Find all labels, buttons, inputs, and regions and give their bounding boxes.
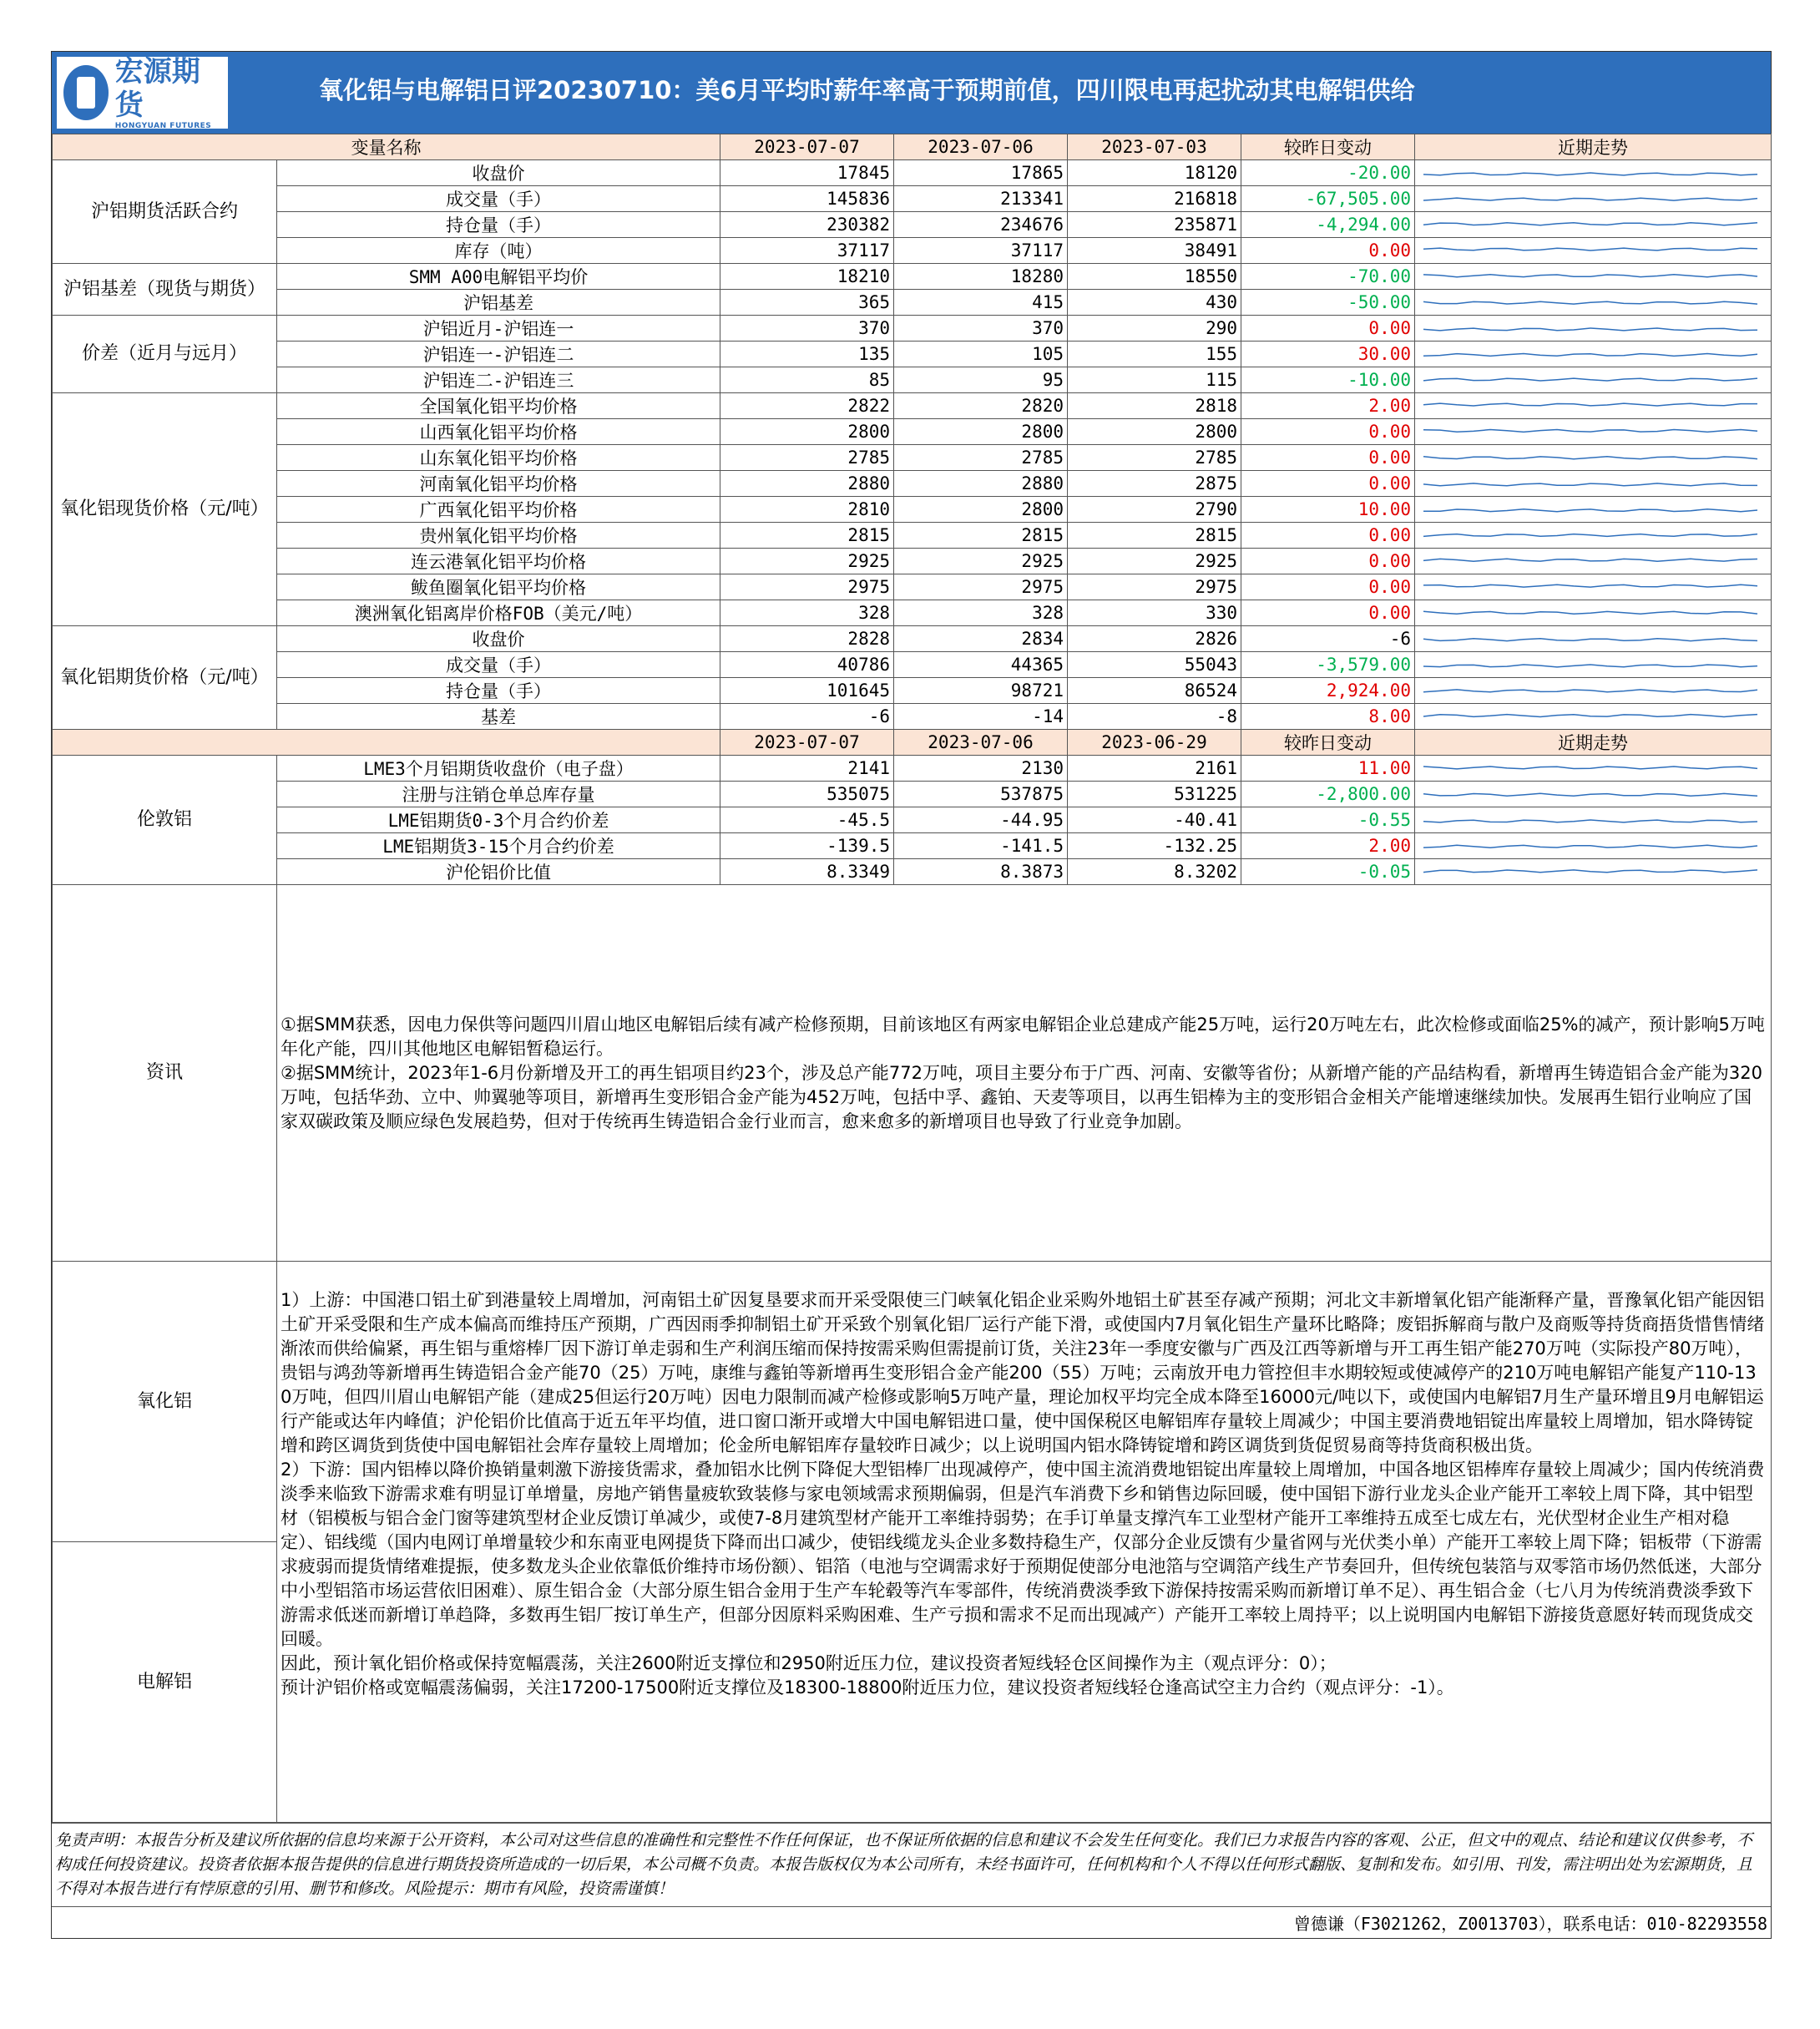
- value-1: 2785: [720, 445, 894, 471]
- value-1: 2822: [720, 393, 894, 419]
- change-value: -70.00: [1241, 264, 1415, 290]
- group-label: 氧化铝现货价格（元/吨）: [53, 393, 277, 626]
- change-value: -67,505.00: [1241, 186, 1415, 212]
- change-value: 2,924.00: [1241, 678, 1415, 704]
- trend-cell: [1415, 833, 1772, 859]
- table-row: [53, 574, 1772, 600]
- trend-sparkline: [1415, 186, 1772, 211]
- value-2: 328: [894, 600, 1068, 626]
- value-1: 2828: [720, 626, 894, 652]
- value-1: 85: [720, 367, 894, 393]
- trend-sparkline: [1415, 471, 1772, 496]
- header-change: 较昨日变动: [1241, 134, 1415, 160]
- value-3: 86524: [1068, 678, 1241, 704]
- header-variable: 变量名称: [53, 134, 720, 160]
- change-value: -0.05: [1241, 859, 1415, 885]
- change-value: -10.00: [1241, 367, 1415, 393]
- value-3: 2785: [1068, 445, 1241, 471]
- value-3: 18120: [1068, 160, 1241, 186]
- value-2: 2815: [894, 523, 1068, 549]
- trend-cell: [1415, 704, 1772, 730]
- value-1: 101645: [720, 678, 894, 704]
- value-3: 55043: [1068, 652, 1241, 678]
- value-3: 430: [1068, 290, 1241, 316]
- change-value: 8.00: [1241, 704, 1415, 730]
- table-row: [53, 859, 1772, 885]
- change-value: 0.00: [1241, 523, 1415, 549]
- value-2: -14: [894, 704, 1068, 730]
- variable-name: 连云港氧化铝平均价格: [277, 549, 720, 574]
- trend-cell: [1415, 342, 1772, 367]
- table-row: [53, 316, 1772, 342]
- value-3: 155: [1068, 342, 1241, 367]
- change-value: -20.00: [1241, 160, 1415, 186]
- change-value: -0.55: [1241, 807, 1415, 833]
- news-text: ①据SMM获悉，因电力保供等问题四川眉山地区电解铝后续有减产检修预期，目前该地区有两家电解铝企业总建成产能25万吨，运行20万吨左右，此次检修或面临25%的减产，预计影响5万吨年化产能，四川其他地区电解铝暂稳运行。 ②据SMM统计，2023年1-6月份新增及开工的再生铝项目约23个，涉及总产能772万吨，项目主要分布于广西、河南、安徽等省份；从新增产能的产品结构看，新增再生铸造铝合金产能为320万吨，包括华劲、立中、帅翼驰等项目，新增再生变形铝合金产能为452万吨，包括中孚、鑫铂、天麦等项目，以再生铝棒为主的变形铝合金相关产能增速继续加快。发展再生铝行业响应了国家双碳政策及顺应绿色发展趋势，但对于传统再生铸造铝合金行业而言，愈来愈多的新增项目也导致了行业竞争加剧。: [277, 885, 1772, 1262]
- trend-sparkline: [1415, 574, 1772, 600]
- value-3: 18550: [1068, 264, 1241, 290]
- table-row: [53, 600, 1772, 626]
- variable-name: LME铝期货3-15个月合约价差: [277, 833, 720, 859]
- header-trend-b: 近期走势: [1415, 730, 1772, 756]
- variable-name: 持仓量（手）: [277, 212, 720, 238]
- header-date-2: 2023-07-06: [894, 134, 1068, 160]
- group-label: 沪铝期货活跃合约: [53, 160, 277, 264]
- company-logo: [57, 57, 228, 129]
- table-row: [53, 393, 1772, 419]
- trend-cell: [1415, 471, 1772, 497]
- value-2: 537875: [894, 782, 1068, 807]
- variable-name: 收盘价: [277, 160, 720, 186]
- trend-cell: [1415, 807, 1772, 833]
- trend-cell: [1415, 574, 1772, 600]
- value-3: 2790: [1068, 497, 1241, 523]
- value-1: 2810: [720, 497, 894, 523]
- value-2: 8.3873: [894, 859, 1068, 885]
- value-2: 213341: [894, 186, 1068, 212]
- trend-cell: [1415, 290, 1772, 316]
- variable-name: 收盘价: [277, 626, 720, 652]
- trend-cell: [1415, 678, 1772, 704]
- value-1: -139.5: [720, 833, 894, 859]
- value-2: 37117: [894, 238, 1068, 264]
- trend-sparkline: [1415, 497, 1772, 522]
- group-label: 沪铝基差（现货与期货）: [53, 264, 277, 316]
- value-1: 365: [720, 290, 894, 316]
- value-2: 95: [894, 367, 1068, 393]
- value-3: 235871: [1068, 212, 1241, 238]
- analysis-text: 1）上游：中国港口铝土矿到港量较上周增加，河南铝土矿因复垦要求而开采受限使三门峡氧化铝企业采购外地铝土矿甚至存减产预期；河北文丰新增氧化铝产能渐释产量，晋豫氧化铝产能因铝土矿开采受限和生产成本偏高而维持压产预期，广西因雨季抑制铝土矿开采致个别氧化铝厂运行产能下滑，或使国内7月氧化铝生产量环比略降；废铝拆解商与散户及商贩等持货商捂货惜售情绪渐浓而供给偏紧，再生铝与重熔棒厂因下游订单走弱和生产利润压缩而保持按需采购但需提前订货，关注23年一季度安徽与广西及江西等新增与开工再生铝产能270万吨（实际投产80万吨），贵铝与鸿劲等新增再生铸造铝合金产能70（25）万吨，康维与鑫铂等新增再生变形铝合金产能200（55）万吨；云南放开电力管控但丰水期较短或使减停产的210万吨电解铝产能复产110-130万吨，但四川眉山电解铝产能（建成25但运行20万吨）因电力限制而减产检修或影响5万吨产量，理论加权平均完全成本降至16000元/吨以下，或使国内电解铝7月生产量环增且9月电解铝运行产能或达年内峰值；沪伦铝价比值高于近五年平均值，进口窗口渐开或增大中国电解铝进口量，使中国保税区电解铝库存量较上周减少；中国主要消费地铝锭出库量较上周增加，铝水降铸锭增和跨区调货到货使中国电解铝社会库存量较上周增加；伦金所电解铝库存量较昨日减少；以上说明国内铝水降铸锭增和跨区调货到货促贸易商等持货商积极出货。 2）下游：国内铝棒以降价换销量刺激下游接货需求，叠加铝水比例下降促大型铝棒厂出现减停产，使中国主流消费地铝锭出库量较上周增加，中国各地区铝棒库存量较上周减少；国内传统消费淡季来临致下游需求难有明显订单增量，房地产销售量疲软致装修与家电领域需求预期偏弱，但是汽车消费下乡和销售边际回暖，使中国铝下游行业龙头企业产能开工率较上周下降，其中铝型材（铝模板与铝合金门窗等建筑型材企业反馈订单减少，或使7-8月建筑型材产能开工率维持弱势；在手订单量支撑汽车工业型材产能开工率维持五成至七成左右，光伏型材企业生产相对稳定）、铝线缆（国内电网订单增量较少和东南亚电网提货下降而出口减少，使铝线缆龙头企业多数持稳生产，仅部分企业反馈有少量省网与光伏类小单）产能开工率较上周下降；铝板带（下游需求疲弱而提货情绪难提振，使多数龙头企业依靠低价维持市场份额）、铝箔（电池与空调需求好于预期促使部分电池箔与空调箔产线生产节奏回升，但传统包装箔与双零箔市场仍然低迷，大部分中小型铝箔市场运营依旧困难）、原生铝合金（大部分原生铝合金用于生产车轮毂等汽车零部件，传统消费淡季致下游保持按需采购而新增订单不足）、再生铝合金（七八月为传统消费淡季致下游需求低迷而新增订单趋降，多数再生铝厂按订单生产，但部分因原料采购困难、生产亏损和需求不足而出现减产）产能开工率较上周持平；以上说明国内电解铝下游接货意愿好转而现货成交回暖。 因此，预计氧化铝价格或保持宽幅震荡，关注2600附近支撑位和2950附近压力位，建议投资者短线轻仓区间操作为主（观点评分：0）； 预计沪铝价格或宽幅震荡偏弱，关注17200-17500附近支撑位及18300-18800附近压力位，建议投资者短线轻仓逢高试空主力合约（观点评分：-1）。: [277, 1262, 1772, 1823]
- value-1: 2800: [720, 419, 894, 445]
- news-label: 资讯: [53, 885, 277, 1262]
- trend-cell: [1415, 497, 1772, 523]
- variable-name: 成交量（手）: [277, 652, 720, 678]
- trend-sparkline: [1415, 393, 1772, 418]
- table-row: [53, 549, 1772, 574]
- table-header-row-2: [53, 730, 1772, 756]
- header-date-3b: 2023-06-29: [1068, 730, 1241, 756]
- change-value: 10.00: [1241, 497, 1415, 523]
- table-row: [53, 807, 1772, 833]
- logo-mark-icon: [63, 65, 109, 120]
- value-1: 370: [720, 316, 894, 342]
- value-1: -6: [720, 704, 894, 730]
- variable-name: 注册与注销仓单总库存量: [277, 782, 720, 807]
- trend-sparkline: [1415, 549, 1772, 574]
- variable-name: 澳洲氧化铝离岸价格FOB（美元/吨）: [277, 600, 720, 626]
- group-label: 氧化铝期货价格（元/吨）: [53, 626, 277, 730]
- change-value: 2.00: [1241, 393, 1415, 419]
- header-date-2b: 2023-07-06: [894, 730, 1068, 756]
- value-1: 37117: [720, 238, 894, 264]
- aluminum-label: 电解铝: [53, 1542, 277, 1823]
- variable-name: 贵州氧化铝平均价格: [277, 523, 720, 549]
- variable-name: 沪伦铝价比值: [277, 859, 720, 885]
- trend-sparkline: [1415, 652, 1772, 677]
- report-title: 氧化铝与电解铝日评20230710：美6月平均时薪年率高于预期前值，四川限电再起扰动其电解铝供给: [319, 76, 1415, 104]
- group-label: 价差（近月与远月）: [53, 316, 277, 393]
- change-value: 0.00: [1241, 574, 1415, 600]
- trend-cell: [1415, 652, 1772, 678]
- trend-sparkline: [1415, 290, 1772, 315]
- value-2: 17865: [894, 160, 1068, 186]
- table-row: [53, 419, 1772, 445]
- group-label: 伦敦铝: [53, 756, 277, 885]
- trend-cell: [1415, 316, 1772, 342]
- variable-name: 沪铝近月-沪铝连一: [277, 316, 720, 342]
- logo-en: HONGYUAN FUTURES: [114, 122, 212, 130]
- value-1: 135: [720, 342, 894, 367]
- trend-sparkline: [1415, 160, 1772, 185]
- value-3: 38491: [1068, 238, 1241, 264]
- variable-name: 鲅鱼圈氧化铝平均价格: [277, 574, 720, 600]
- trend-cell: [1415, 756, 1772, 782]
- change-value: 0.00: [1241, 419, 1415, 445]
- value-2: 98721: [894, 678, 1068, 704]
- value-1: 2815: [720, 523, 894, 549]
- value-1: 40786: [720, 652, 894, 678]
- value-3: 2815: [1068, 523, 1241, 549]
- header-change-b: 较昨日变动: [1241, 730, 1415, 756]
- header-date-1b: 2023-07-07: [720, 730, 894, 756]
- table-row: [53, 678, 1772, 704]
- value-1: 2975: [720, 574, 894, 600]
- change-value: 30.00: [1241, 342, 1415, 367]
- value-2: 415: [894, 290, 1068, 316]
- table-row: [53, 342, 1772, 367]
- value-1: 2141: [720, 756, 894, 782]
- trend-cell: [1415, 238, 1772, 264]
- value-3: 330: [1068, 600, 1241, 626]
- trend-sparkline: [1415, 238, 1772, 263]
- trend-cell: [1415, 445, 1772, 471]
- value-2: 44365: [894, 652, 1068, 678]
- variable-name: 持仓量（手）: [277, 678, 720, 704]
- change-value: -3,579.00: [1241, 652, 1415, 678]
- value-1: 2925: [720, 549, 894, 574]
- value-1: 17845: [720, 160, 894, 186]
- value-1: 230382: [720, 212, 894, 238]
- table-row: [53, 756, 1772, 782]
- trend-sparkline: [1415, 704, 1772, 729]
- value-2: 2880: [894, 471, 1068, 497]
- value-3: 2161: [1068, 756, 1241, 782]
- table-row: [53, 626, 1772, 652]
- variable-name: 基差: [277, 704, 720, 730]
- trend-sparkline: [1415, 600, 1772, 625]
- header-trend: 近期走势: [1415, 134, 1772, 160]
- trend-sparkline: [1415, 833, 1772, 858]
- variable-name: 河南氧化铝平均价格: [277, 471, 720, 497]
- value-2: -141.5: [894, 833, 1068, 859]
- trend-sparkline: [1415, 626, 1772, 651]
- value-3: 2800: [1068, 419, 1241, 445]
- table-row: [53, 290, 1772, 316]
- header-date-3: 2023-07-03: [1068, 134, 1241, 160]
- trend-cell: [1415, 264, 1772, 290]
- value-3: 115: [1068, 367, 1241, 393]
- variable-name: 山西氧化铝平均价格: [277, 419, 720, 445]
- value-1: 535075: [720, 782, 894, 807]
- table-row: [53, 497, 1772, 523]
- value-2: 2785: [894, 445, 1068, 471]
- value-1: 145836: [720, 186, 894, 212]
- value-1: 18210: [720, 264, 894, 290]
- value-3: -8: [1068, 704, 1241, 730]
- value-2: -44.95: [894, 807, 1068, 833]
- trend-sparkline: [1415, 342, 1772, 367]
- change-value: 0.00: [1241, 600, 1415, 626]
- trend-cell: [1415, 419, 1772, 445]
- trend-sparkline: [1415, 367, 1772, 392]
- data-table: [52, 134, 1772, 1823]
- table-row: [53, 238, 1772, 264]
- value-3: -132.25: [1068, 833, 1241, 859]
- change-value: 11.00: [1241, 756, 1415, 782]
- table-row: [53, 833, 1772, 859]
- value-1: -45.5: [720, 807, 894, 833]
- value-3: 2875: [1068, 471, 1241, 497]
- table-row: [53, 523, 1772, 549]
- news-row: [53, 885, 1772, 1262]
- logo-cn: 宏源期货: [114, 55, 200, 122]
- value-2: 2800: [894, 419, 1068, 445]
- table-header-row: [53, 134, 1772, 160]
- variable-name: SMM A00电解铝平均价: [277, 264, 720, 290]
- value-2: 105: [894, 342, 1068, 367]
- value-2: 2975: [894, 574, 1068, 600]
- value-1: 328: [720, 600, 894, 626]
- table-row: [53, 186, 1772, 212]
- value-2: 2800: [894, 497, 1068, 523]
- change-value: -50.00: [1241, 290, 1415, 316]
- trend-cell: [1415, 782, 1772, 807]
- variable-name: LME铝期货0-3个月合约价差: [277, 807, 720, 833]
- trend-cell: [1415, 859, 1772, 885]
- trend-cell: [1415, 600, 1772, 626]
- trend-sparkline: [1415, 445, 1772, 470]
- trend-sparkline: [1415, 523, 1772, 548]
- variable-name: 全国氧化铝平均价格: [277, 393, 720, 419]
- variable-name: 沪铝基差: [277, 290, 720, 316]
- table-row: [53, 367, 1772, 393]
- trend-sparkline: [1415, 807, 1772, 832]
- value-2: 2820: [894, 393, 1068, 419]
- change-value: 0.00: [1241, 471, 1415, 497]
- value-2: 370: [894, 316, 1068, 342]
- trend-sparkline: [1415, 316, 1772, 341]
- value-3: 531225: [1068, 782, 1241, 807]
- value-2: 2925: [894, 549, 1068, 574]
- variable-name: 成交量（手）: [277, 186, 720, 212]
- trend-cell: [1415, 549, 1772, 574]
- header-date-1: 2023-07-07: [720, 134, 894, 160]
- trend-sparkline: [1415, 859, 1772, 884]
- value-2: 234676: [894, 212, 1068, 238]
- value-3: 216818: [1068, 186, 1241, 212]
- change-value: 0.00: [1241, 549, 1415, 574]
- variable-name: 沪铝连一-沪铝连二: [277, 342, 720, 367]
- value-3: -40.41: [1068, 807, 1241, 833]
- change-value: -4,294.00: [1241, 212, 1415, 238]
- value-3: 2975: [1068, 574, 1241, 600]
- value-1: 8.3349: [720, 859, 894, 885]
- trend-cell: [1415, 160, 1772, 186]
- variable-name: 库存（吨）: [277, 238, 720, 264]
- table-row: [53, 704, 1772, 730]
- trend-cell: [1415, 626, 1772, 652]
- trend-cell: [1415, 186, 1772, 212]
- variable-name: 广西氧化铝平均价格: [277, 497, 720, 523]
- change-value: -6: [1241, 626, 1415, 652]
- table-row: [53, 264, 1772, 290]
- change-value: -2,800.00: [1241, 782, 1415, 807]
- change-value: 0.00: [1241, 238, 1415, 264]
- trend-cell: [1415, 367, 1772, 393]
- trend-sparkline: [1415, 419, 1772, 444]
- value-1: 2880: [720, 471, 894, 497]
- trend-sparkline: [1415, 782, 1772, 807]
- table-row: [53, 471, 1772, 497]
- value-2: 18280: [894, 264, 1068, 290]
- header-blank: [53, 730, 720, 756]
- report-frame: [51, 51, 1772, 1939]
- value-2: 2130: [894, 756, 1068, 782]
- change-value: 0.00: [1241, 445, 1415, 471]
- trend-cell: [1415, 393, 1772, 419]
- analysis-row: [53, 1262, 1772, 1542]
- change-value: 0.00: [1241, 316, 1415, 342]
- trend-cell: [1415, 212, 1772, 238]
- trend-sparkline: [1415, 212, 1772, 237]
- disclaimer: 免责声明：本报告分析及建议所依据的信息均来源于公开资料，本公司对这些信息的准确性和完整性不作任何保证，也不保证所依据的信息和建议不会发生任何变化。我们已力求报告内容的客观、公正，但文中的观点、结论和建议仅供参考，不构成任何投资建议。投资者依据本报告提供的信息进行期货投资所造成的一切后果，本公司概不负责。本报告版权仅为本公司所有，未经书面许可，任何机构和个人不得以任何形式翻版、复制和发布。如引用、刊发，需注明出处为宏源期货，且不得对本报告进行有悖原意的引用、删节和修改。风险提示：期市有风险，投资需谨慎！: [52, 1823, 1771, 1906]
- value-3: 290: [1068, 316, 1241, 342]
- trend-sparkline: [1415, 756, 1772, 781]
- value-3: 8.3202: [1068, 859, 1241, 885]
- table-row: [53, 652, 1772, 678]
- value-3: 2925: [1068, 549, 1241, 574]
- trend-cell: [1415, 523, 1772, 549]
- trend-sparkline: [1415, 264, 1772, 289]
- table-row: [53, 445, 1772, 471]
- variable-name: 沪铝连二-沪铝连三: [277, 367, 720, 393]
- change-value: 2.00: [1241, 833, 1415, 859]
- table-row: [53, 782, 1772, 807]
- value-3: 2826: [1068, 626, 1241, 652]
- variable-name: LME3个月铝期货收盘价（电子盘）: [277, 756, 720, 782]
- table-row: [53, 160, 1772, 186]
- table-row: [53, 212, 1772, 238]
- value-3: 2818: [1068, 393, 1241, 419]
- report-header: [52, 52, 1771, 134]
- alumina-label: 氧化铝: [53, 1262, 277, 1542]
- trend-sparkline: [1415, 678, 1772, 703]
- value-2: 2834: [894, 626, 1068, 652]
- variable-name: 山东氧化铝平均价格: [277, 445, 720, 471]
- contact-info: 曾德谦（F3021262，Z0013703），联系电话：010-82293558: [52, 1906, 1771, 1938]
